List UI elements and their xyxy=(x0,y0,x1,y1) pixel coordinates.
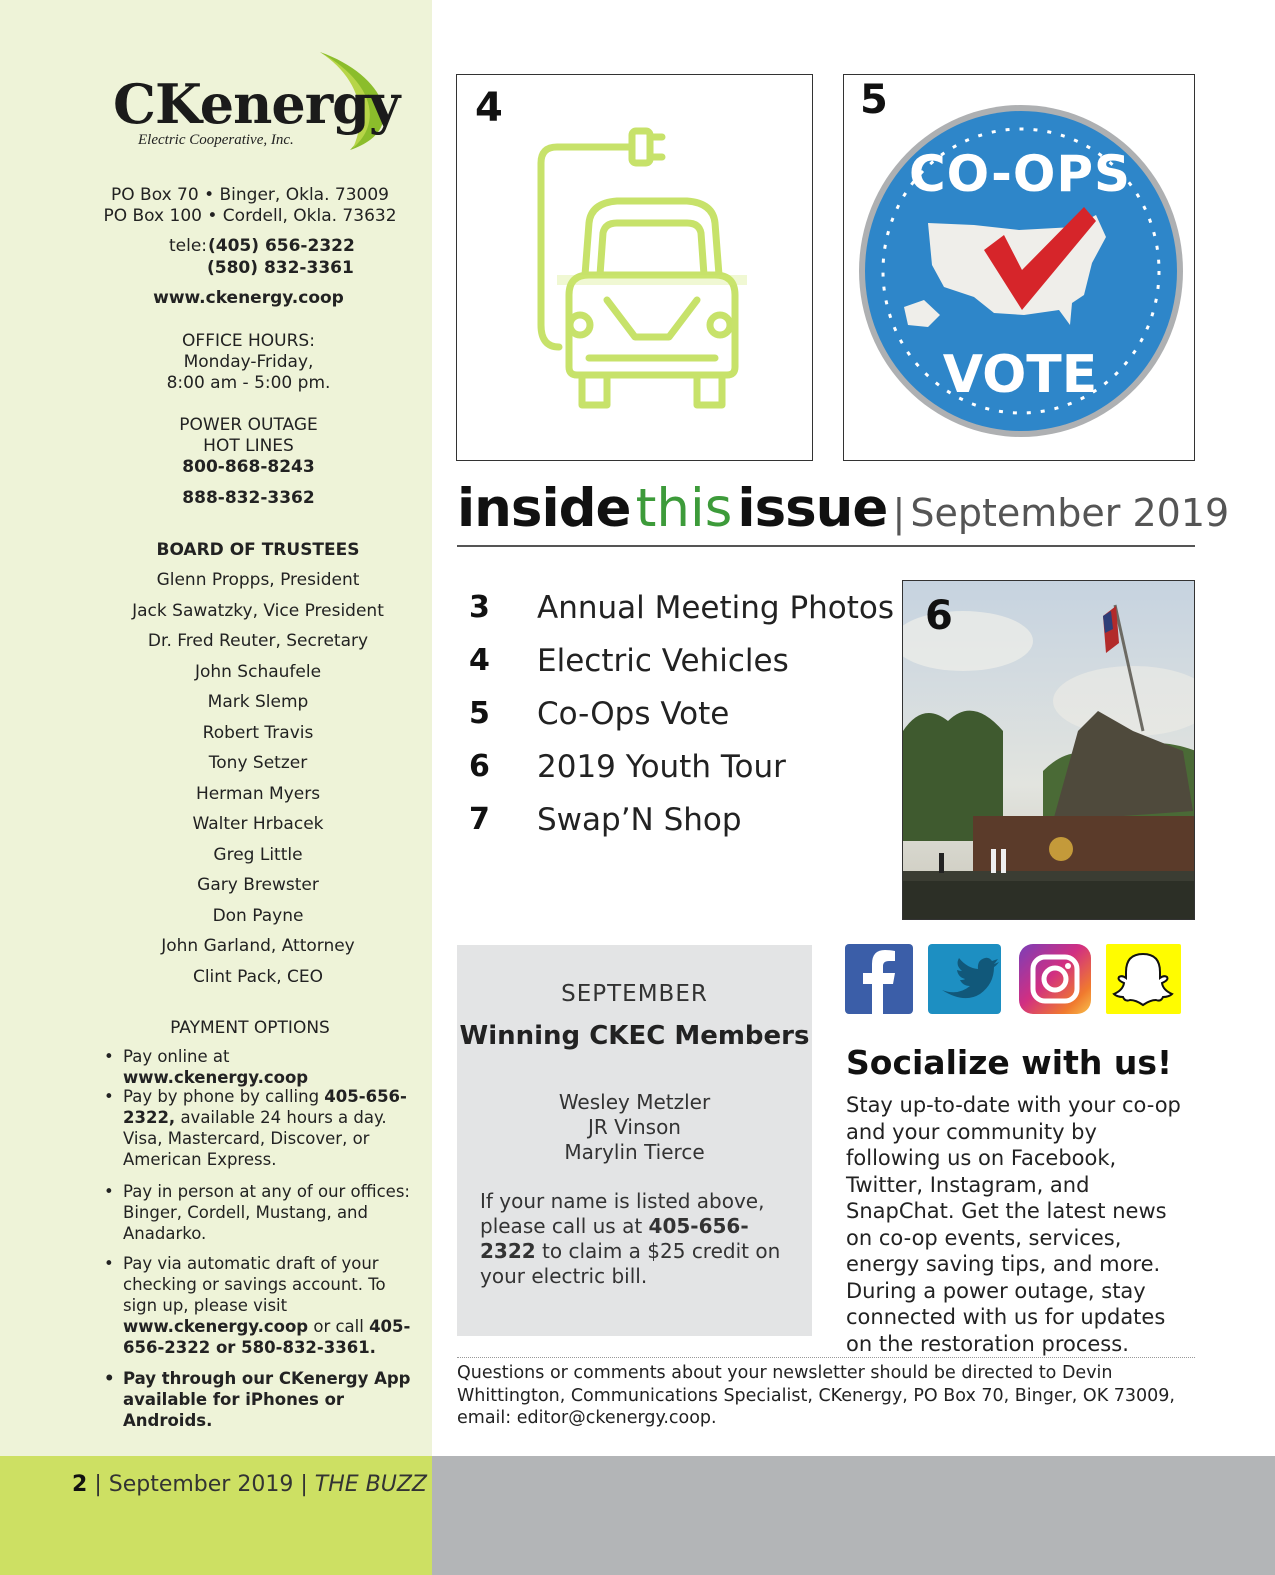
payment-phone-post: available 24 hours a day. Visa, Mastercard, Discover, or American Express. xyxy=(123,1108,387,1169)
ckenergy-logo xyxy=(110,50,410,160)
winning-members-box xyxy=(457,945,812,1336)
badge-bottom-text: VOTE xyxy=(942,345,1098,405)
feature-vote-box[interactable] xyxy=(843,74,1195,461)
twitter-icon[interactable] xyxy=(928,944,1001,1014)
trustee-10: Greg Little xyxy=(213,845,303,865)
snapchat-icon[interactable] xyxy=(1106,944,1181,1014)
outage-title-2: HOT LINES xyxy=(203,436,294,456)
toc-page-number: 5 xyxy=(469,696,490,731)
logo-subtitle: Electric Cooperative, Inc. xyxy=(138,132,294,148)
payment-item-phone xyxy=(104,1086,414,1170)
heading-inside: inside xyxy=(457,478,631,539)
feature-ev-box[interactable] xyxy=(456,74,813,461)
winners-title: Winning CKEC Members xyxy=(459,1021,810,1051)
trustee-4: John Schaufele xyxy=(194,662,322,682)
winner-name: Marylin Tierce xyxy=(564,1140,705,1164)
socialize-body: Stay up-to-date with your co-op and your community by following us on Facebook, Twitter, Instagram, and SnapChat. Get the latest news on co-op events, services, energy saving tips, and more. During a power outage, stay connected with us for updates on the restoration process. xyxy=(846,1093,1181,1356)
board-title: BOARD OF TRUSTEES xyxy=(156,540,360,560)
trustee-14: Clint Pack, CEO xyxy=(192,967,324,987)
claim-phone[interactable]: 405-656-2322 xyxy=(480,1214,749,1263)
footer-separator: | xyxy=(94,1472,102,1497)
trustee-6: Robert Travis xyxy=(202,723,314,743)
heading-issue: issue xyxy=(737,478,888,539)
claim-pre: If your name is listed above, please call us at xyxy=(480,1189,765,1238)
trustee-8: Herman Myers xyxy=(195,784,321,804)
trustee-7: Tony Setzer xyxy=(208,753,308,773)
trustee-12: Don Payne xyxy=(212,906,304,926)
electric-car-icon xyxy=(457,75,814,462)
payment-phone-number[interactable]: 405-656-2322, xyxy=(123,1087,407,1127)
heading-this: this xyxy=(635,478,733,539)
office-hours-title: OFFICE HOURS: xyxy=(182,331,315,351)
toc-title: Swap’N Shop xyxy=(537,802,742,838)
heading-rule xyxy=(457,545,1195,547)
bullet: • xyxy=(104,1369,115,1388)
office-hours-days: Monday-Friday, xyxy=(183,352,314,372)
bullet: • xyxy=(104,1087,114,1106)
toc-title: Co-Ops Vote xyxy=(537,696,730,732)
payment-item-in-person xyxy=(104,1181,414,1244)
claim-post: to claim a $25 credit on your electric bill. xyxy=(480,1239,781,1288)
socialize-title: Socialize with us! xyxy=(846,1043,1173,1082)
office-hours-time: 8:00 am - 5:00 pm. xyxy=(166,373,331,393)
trustee-5: Mark Slemp xyxy=(207,692,309,712)
newsletter-contact-note: Questions or comments about your newsletter should be directed to Devin Whittington, Communications Specialist, CKenergy, PO Box 70, Binger, OK 73009, email: editor@ckenergy.coop. xyxy=(457,1363,1175,1428)
bullet: • xyxy=(104,1254,114,1273)
toc-page-number: 6 xyxy=(469,749,490,784)
trustee-1: Glenn Propps, President xyxy=(156,570,360,590)
trustee-13: John Garland, Attorney xyxy=(161,936,355,956)
payment-item-draft xyxy=(104,1253,414,1358)
payment-item-online xyxy=(104,1046,414,1088)
heading-date: September 2019 xyxy=(910,491,1230,535)
payment-online-link[interactable]: www.ckenergy.coop xyxy=(123,1068,309,1087)
trustee-2: Jack Sawatzky, Vice President xyxy=(132,601,384,621)
feature-youth-tour-photo[interactable] xyxy=(902,580,1195,920)
outage-number-2[interactable]: 888-832-3362 xyxy=(182,488,315,508)
trustee-9: Walter Hrbacek xyxy=(192,814,324,834)
heading-separator: | xyxy=(892,491,906,535)
footer-date: September 2019 xyxy=(108,1472,294,1497)
outage-title-1: POWER OUTAGE xyxy=(179,415,318,435)
address-binger: PO Box 70 • Binger, Okla. 73009 xyxy=(111,185,389,205)
payment-draft-mid: or call xyxy=(308,1317,370,1336)
logo-wordmark: CKenergy xyxy=(113,72,400,136)
payment-app-text: Pay through our CKenergy App available for iPhones or Androids. xyxy=(123,1369,411,1430)
winner-name: Wesley Metzler xyxy=(558,1090,711,1114)
footer-separator: | xyxy=(300,1472,308,1497)
toc-page-number: 4 xyxy=(469,643,490,678)
winners-month: SEPTEMBER xyxy=(561,981,708,1007)
winners-claim-text xyxy=(480,1189,800,1289)
payment-in-person-text: Pay in person at any of our offices: Binger, Cordell, Mustang, and Anadarko. xyxy=(123,1182,410,1243)
phone-405[interactable]: (405) 656-2322 xyxy=(208,236,355,256)
bullet: • xyxy=(104,1047,114,1066)
winner-name: JR Vinson xyxy=(588,1115,681,1139)
outage-number-1[interactable]: 800-868-8243 xyxy=(182,457,315,477)
payment-draft-pre: Pay via automatic draft of your checking or savings account. To sign up, please visit xyxy=(123,1254,386,1315)
contact-divider xyxy=(457,1357,1195,1358)
payment-item-app xyxy=(104,1368,414,1431)
page-footer xyxy=(72,1472,427,1497)
facebook-icon[interactable] xyxy=(845,944,913,1014)
payment-draft-phones[interactable]: 405-656-2322 or 580-832-3361. xyxy=(123,1317,411,1357)
website-link[interactable]: www.ckenergy.coop xyxy=(153,288,344,308)
address-cordell: PO Box 100 • Cordell, Okla. 73632 xyxy=(103,206,397,226)
inside-this-issue-heading xyxy=(457,478,1229,539)
toc-page-number: 7 xyxy=(469,802,490,837)
toc-page-number: 3 xyxy=(469,590,490,625)
phone-580[interactable]: (580) 832-3361 xyxy=(207,258,354,278)
footer-right-band xyxy=(432,1456,1275,1575)
instagram-icon[interactable] xyxy=(1019,944,1091,1014)
footer-publication: THE BUZZ xyxy=(314,1472,427,1497)
toc-title: 2019 Youth Tour xyxy=(537,749,786,785)
trustee-3: Dr. Fred Reuter, Secretary xyxy=(147,631,369,651)
trustee-11: Gary Brewster xyxy=(197,875,319,895)
feature-vote-number: 5 xyxy=(860,77,888,123)
page-number: 2 xyxy=(72,1472,88,1497)
phone-label: tele: xyxy=(169,236,208,256)
toc-title: Annual Meeting Photos xyxy=(537,590,895,626)
payment-online-text: Pay online at xyxy=(123,1047,230,1066)
badge-top-text: CO-OPS xyxy=(908,145,1132,203)
payment-phone-pre: Pay by phone by calling xyxy=(123,1087,325,1106)
payment-options-title: PAYMENT OPTIONS xyxy=(170,1018,330,1038)
feature-photo-number: 6 xyxy=(925,593,953,639)
bullet: • xyxy=(104,1182,114,1201)
feature-ev-number: 4 xyxy=(475,85,503,131)
toc-title: Electric Vehicles xyxy=(537,643,789,679)
payment-draft-link[interactable]: www.ckenergy.coop xyxy=(123,1317,309,1336)
